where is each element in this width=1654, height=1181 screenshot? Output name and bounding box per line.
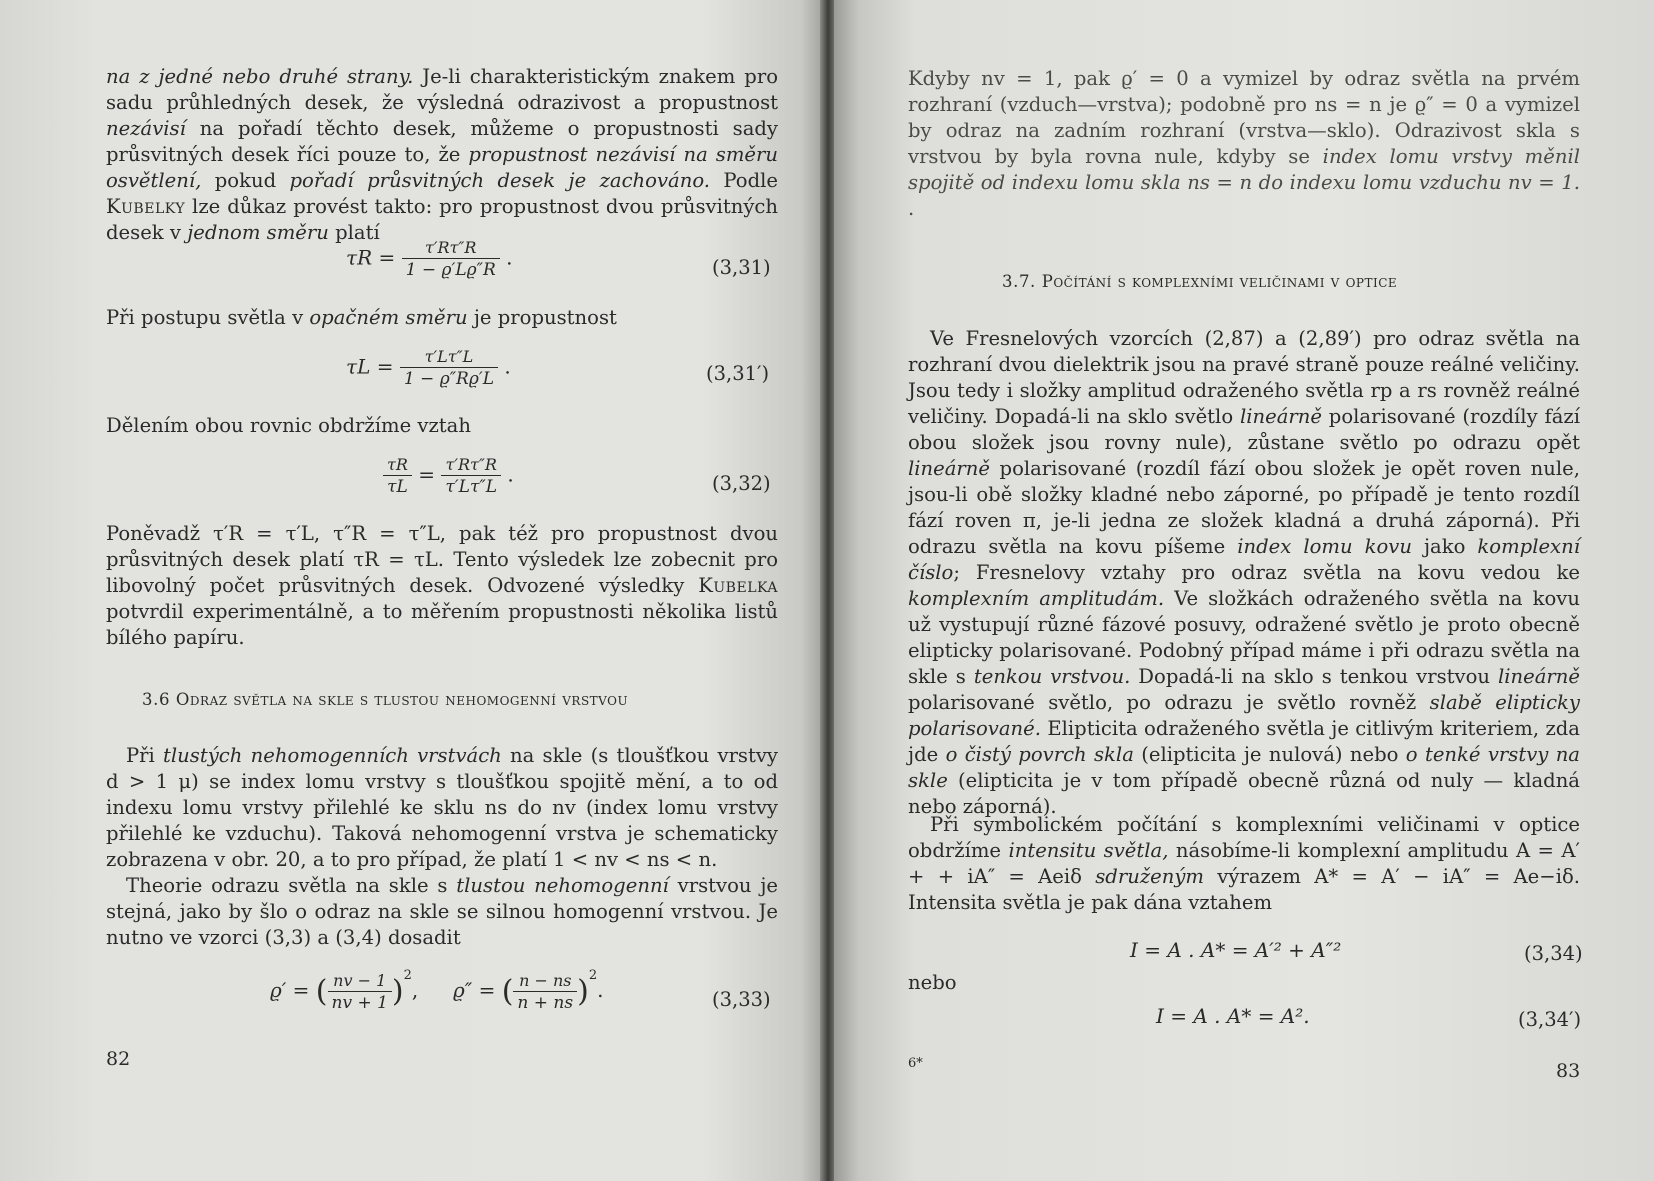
paragraph-2-part: slabě elipticky polarisované. [908, 691, 1580, 740]
paragraph-2-part: lineárně [1498, 665, 1581, 688]
equation-end: . [507, 462, 514, 487]
equation-3-31-prime [346, 347, 511, 389]
paragraph-1-part: na pořadí těchto desek, můžeme o propustnosti sady průsvitných desek říci pouze to, že [106, 117, 778, 166]
paragraph-2-part: index lomu kovu [1237, 535, 1412, 558]
paragraph-2-part: Při postupu světla v [106, 306, 310, 329]
equation-number: (3,34) [1524, 942, 1583, 965]
paragraph-3-part: násobíme-li komplexní amplitudu A = A′ + + iA″ = Aeiδ [908, 839, 1580, 888]
paragraph-1-part: . [908, 197, 915, 220]
paragraph-2-part: ; Fresnelovy vztahy pro odraz světla na kovu vedou ke [953, 561, 1580, 584]
equation-fraction [441, 455, 501, 497]
fraction-numerator: nv − 1 [328, 971, 392, 992]
exponent: 2 [403, 968, 412, 983]
paragraph-2 [106, 305, 778, 331]
paragraph-2-part: lineárně [1239, 405, 1322, 428]
fraction-denominator: τ′Lτ″L [445, 477, 497, 497]
paragraph-4-part: potvrdil experimentálně, a to měřením propustnosti několika listů bílého papíru. [106, 600, 778, 649]
equation-number: (3,33) [712, 988, 771, 1011]
paragraph-1-part: index lomu vrstvy měnil spojitě od indexu lomu skla ns = n do indexu lomu vzduchu nv = 1. [908, 145, 1580, 194]
paragraph-2-part: (elipticita je nulová) nebo [1133, 743, 1406, 766]
section-heading-3-6 [142, 690, 762, 709]
fraction-denominator: n + ns [517, 992, 574, 1013]
fraction-denominator: 1 − ϱ′Lϱ″R [405, 260, 496, 280]
paragraph-1-part: pokud [201, 169, 290, 192]
equation-end: . [597, 978, 604, 1002]
left-page [0, 0, 826, 1181]
heading-number: 3.7. [1002, 272, 1042, 291]
paragraph-2-part: Dopadá-li na sklo s tenkou vrstvou [1130, 665, 1498, 688]
paragraph-2 [908, 326, 1580, 820]
paragraph-2-part: Ve složkách odraženého světla na kovu už vystupují různé fázové posuvy, odražené světlo je proto obecně elipticky polarisované. Podobný případ máme i při odrazu světla na skle s [908, 587, 1580, 688]
paragraph-3-part: výrazem A* = A′ − iA″ = Ae−iδ. Intensita světla je pak dána vztahem [908, 865, 1580, 914]
fraction-numerator: τ′Lτ″L [400, 347, 498, 368]
paragraph-6-part: vrstvou je stejná, jako by šlo o odraz na skle se silnou homogenní vrstvou. Je nutno ve vzorci (3,3) a (3,4) dosadit [106, 874, 778, 949]
fraction-numerator: τ′Rτ″R [402, 238, 500, 259]
paragraph-2-part: je propustnost [467, 306, 617, 329]
equation-number: (3,32) [712, 472, 771, 495]
paragraph-1-part: Kdyby nv = 1, pak ϱ′ = 0 a vymizel by odraz světla na prvém rozhraní (vzduch—vrstva); podobně pro ns = n je ϱ″ = 0 a vymizel by odraz na zadním rozhraní (vrstva—sklo). Odrazivost skla s vrstvou by byla rovna nule, kdyby se [908, 67, 1580, 168]
paragraph-2-part: polarisované světlo, po odrazu je světlo rovněž [908, 691, 1430, 714]
nebo-label: nebo [908, 971, 957, 994]
page-number-left: 82 [106, 1048, 131, 1070]
paragraph-6 [106, 873, 778, 951]
fraction-numerator: τ′Rτ″R [441, 455, 501, 476]
exponent: 2 [588, 968, 598, 983]
bracket-open: ( [501, 974, 514, 1009]
paragraph-1-part: nezávisí [106, 117, 186, 140]
paragraph-1-part: Je-li charakteristickým znakem pro sadu průhledných desek, že výsledná odrazivost a propustnost [106, 65, 778, 114]
equation-3-34-prime: I = A . A* = A². [1156, 1004, 1310, 1028]
paragraph-4 [106, 521, 778, 651]
paragraph-2-part: Ve Fresnelových vzorcích (2,87) a (2,89′) pro odraz světla na rozhraní dvou dielektrik jsou na pravé straně pouze reálné veličiny. Jsou tedy i složky amplitud odraženého světla rp a rs rovněž reálné veličiny. Dopadá-li na sklo světlo [908, 327, 1580, 428]
equation-3-34: I = A . A* = A′² + A″² [1130, 938, 1342, 962]
paragraph-6-part: Theorie odrazu světla na skle s [126, 874, 457, 897]
equation-rho-prime: ϱ′ = [270, 978, 310, 1002]
fraction-denominator: 1 − ϱ″Rϱ′L [403, 369, 494, 389]
equation-3-31 [346, 238, 512, 280]
paragraph-3-part: Při symbolickém počítání s komplexními veličinami v optice obdržíme [908, 813, 1580, 862]
paragraph-2-part: jako [1411, 535, 1478, 558]
paragraph-1-part: pořadí průsvitných desek je zachováno. [289, 169, 711, 192]
paragraph-2-part: lineárně [908, 457, 991, 480]
page-number-right: 83 [1556, 1060, 1581, 1082]
paragraph-1-part: propustnost nezávisí na směru osvětlení, [106, 143, 778, 192]
paragraph-2-part: komplexní číslo [908, 535, 1580, 584]
paragraph-2-part: opačném směru [309, 306, 468, 329]
equation-separator: , [411, 978, 419, 1002]
author-name: Kubelky [106, 195, 186, 218]
equation-3-33 [270, 968, 603, 1013]
paragraph-2-part: komplexním amplitudám. [908, 587, 1165, 610]
fraction-numerator: n − ns [513, 971, 577, 992]
paragraph-2-part: (elipticita je v tom případě obecně různá od nuly — kladná nebo záporná). [908, 769, 1580, 818]
equation-fraction [402, 238, 500, 280]
equation-end: . [504, 354, 511, 379]
fraction-denominator: nv + 1 [331, 992, 388, 1013]
paragraph-5-part: tlustých nehomogenních vrstvách [163, 744, 502, 767]
paragraph-6-part: tlustou nehomogenní [456, 874, 669, 897]
section-heading-3-7 [1002, 272, 1602, 291]
paragraph-2-part: Elipticita odraženého světla je citlivým kriteriem, zda jde [908, 717, 1580, 766]
heading-title: Odraz světla na skle s tlustou nehomogenní vrstvou [175, 690, 629, 709]
paragraph-1 [908, 66, 1580, 222]
paragraph-5-part: na skle (s tloušťkou vrstvy d > 1 μ) se index lomu vrstvy s tloušťkou spojitě mění, a to od indexu lomu vrstvy přilehlé ke sklu ns do nv (index lomu vrstvy přilehlé ke vzduchu). Taková nehomogenní vrstva je schematicky zobrazena v obr. 20, a to pro případ, že platí 1 < nv < ns < n. [106, 744, 779, 871]
bracket-close: ) [391, 974, 404, 1009]
equation-end: . [506, 245, 513, 270]
equation-number: (3,31) [712, 256, 771, 279]
paragraph-1 [106, 64, 778, 246]
equation-rho-double-prime: ϱ″ = [453, 978, 496, 1002]
paragraph-3-part: intensitu světla, [1008, 839, 1169, 862]
equation-lhs: τL = [346, 354, 394, 379]
paragraph-2-part: o tenké vrstvy na skle [908, 743, 1580, 792]
equation-lhs: τR = [346, 245, 396, 270]
equation-number: (3,34′) [1518, 1008, 1582, 1031]
heading-title: Počítání s komplexními veličinami v optice [1041, 272, 1398, 291]
paragraph-1-part: na z jedné nebo druhé strany. [106, 65, 414, 88]
paragraph-3 [908, 812, 1580, 916]
equation-fraction [513, 971, 577, 1013]
paragraph-3-part: sdruženým [1095, 865, 1205, 888]
paragraph-1-part: Podle [710, 169, 778, 192]
paragraph-2-part: polarisované (rozdíly fází obou složek jsou rovny nule), zůstane světlo po odrazu opět [908, 405, 1580, 454]
paragraph-2-part: tenkou vrstvou. [973, 665, 1131, 688]
signature-mark: 6* [908, 1056, 923, 1071]
right-page [834, 0, 1654, 1181]
paragraph-5 [106, 743, 778, 873]
paragraph-4-part: Poněvadž τ′R = τ′L, τ″R = τ″L, pak též pro propustnost dvou průsvitných desek platí τR = τL. Tento výsledek lze zobecnit pro libovolný počet průsvitných desek. Odvozené výsledky [106, 522, 778, 597]
equation-fraction [328, 971, 392, 1013]
bracket-open: ( [315, 974, 328, 1009]
paragraph-1-part: platí [328, 221, 380, 244]
equation-number: (3,31′) [706, 362, 770, 385]
paragraph-5-part: Při [126, 744, 164, 767]
equation-lhs-fraction [383, 455, 412, 497]
author-name: Kubelka [698, 574, 778, 597]
paragraph-3: Dělením obou rovnic obdržíme vztah [106, 414, 471, 437]
bracket-close: ) [577, 974, 589, 1009]
fraction-denominator: τL [387, 477, 408, 497]
paragraph-2-part: o čistý povrch skla [945, 743, 1134, 766]
equation-equals: = [418, 462, 436, 487]
paragraph-2-part: polarisované (rozdíl fází obou složek je opět roven nule, jsou-li obě složky kladné nebo záporné, po případě je tento rozdíl fází roven π, je-li jedna ze složek kladná a druhá záporná). Při odrazu světla na kovu píšeme [908, 457, 1580, 558]
fraction-numerator: τR [383, 455, 412, 476]
equation-3-32 [383, 455, 514, 497]
heading-number: 3.6 [142, 690, 176, 709]
paragraph-1-part: lze důkaz provést takto: pro propustnost dvou průsvitných desek v [106, 195, 778, 244]
equation-fraction [400, 347, 498, 389]
paragraph-1-part: jednom směru [187, 221, 329, 244]
